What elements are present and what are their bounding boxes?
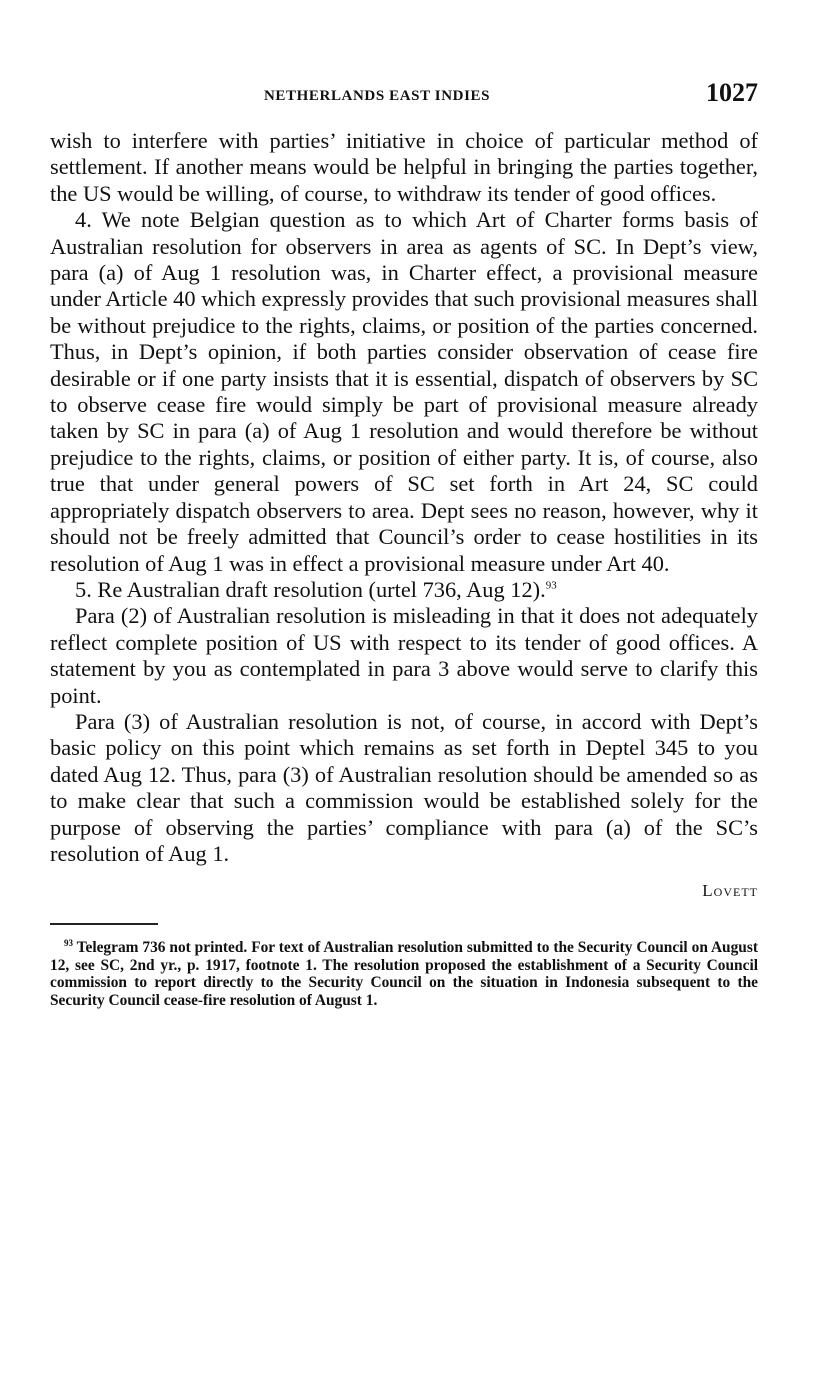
paragraph-continuation: wish to interfere with parties’ initiative in choice of particular method of settlement. If another means would be helpful in bringing the parties together, the US would be willing, of course, to withdraw its tender of good offices. bbox=[50, 128, 758, 206]
paragraph-5-text: 5. Re Australian draft resolution (urtel 736, Aug 12). bbox=[75, 576, 546, 602]
paragraph-5 bbox=[50, 577, 758, 603]
footnote-marker: 93 bbox=[64, 938, 73, 949]
footnote-text: Telegram 736 not printed. For text of Australian resolution submitted to the Security Council on August 12, see SC, 2nd yr., p. 1917, footnote 1. The resolution proposed the establishment of a Security Council commission to report directly to the Security Council on the situation in Indonesia subsequent to the Security Council cease-fire resolution of August 1. bbox=[50, 939, 758, 1009]
paragraph-4: 4. We note Belgian question as to which Art of Charter forms basis of Australian resolution for observers in area as agents of SC. In Dept’s view, para (a) of Aug 1 resolution was, in Charter effect, a provisional measure under Article 40 which expressly provides that such provisional measures shall be without prejudice to the rights, claims, or position of the parties concerned. Thus, in Dept’s opinion, if both parties consider observation of cease fire desirable or if one party insists that it is essential, dispatch of observers by SC to observe cease fire would simply be part of provisional measure already taken by SC in para (a) of Aug 1 resolution and would therefore be without prejudice to the rights, claims, or position of either party. It is, of course, also true that under general powers of SC set forth in Art 24, SC could appropriately dispatch observers to area. Dept sees no reason, however, why it should not be freely admitted that Council’s order to cease hostilities in its resolution of Aug 1 was in effect a provisional measure under Art 40. bbox=[50, 207, 758, 576]
running-title: NETHERLANDS EAST INDIES bbox=[264, 88, 491, 104]
body-text bbox=[50, 128, 758, 867]
signature-name: Lovett bbox=[702, 881, 758, 901]
document-page bbox=[50, 78, 758, 1009]
signature bbox=[50, 881, 758, 901]
paragraph-para-3: Para (3) of Australian resolution is not, of course, in accord with Dept’s basic policy on this point which remains as set forth in Deptel 345 to you dated Aug 12. Thus, para (3) of Australian resolution should be amended so as to make clear that such a commission would be established solely for the purpose of observing the parties’ compliance with para (a) of the SC’s resolution of Aug 1. bbox=[50, 708, 758, 866]
running-header bbox=[50, 78, 758, 114]
footnote-reference: 93 bbox=[545, 579, 557, 592]
paragraph-para-2: Para (2) of Australian resolution is misleading in that it does not adequately reflect complete position of US with respect to its tender of good offices. A statement by you as contemplated in para 3 above would serve to clarify this point. bbox=[50, 603, 758, 708]
page-number: 1027 bbox=[706, 78, 758, 107]
footnote-rule bbox=[50, 923, 158, 925]
footnote bbox=[50, 935, 758, 1009]
